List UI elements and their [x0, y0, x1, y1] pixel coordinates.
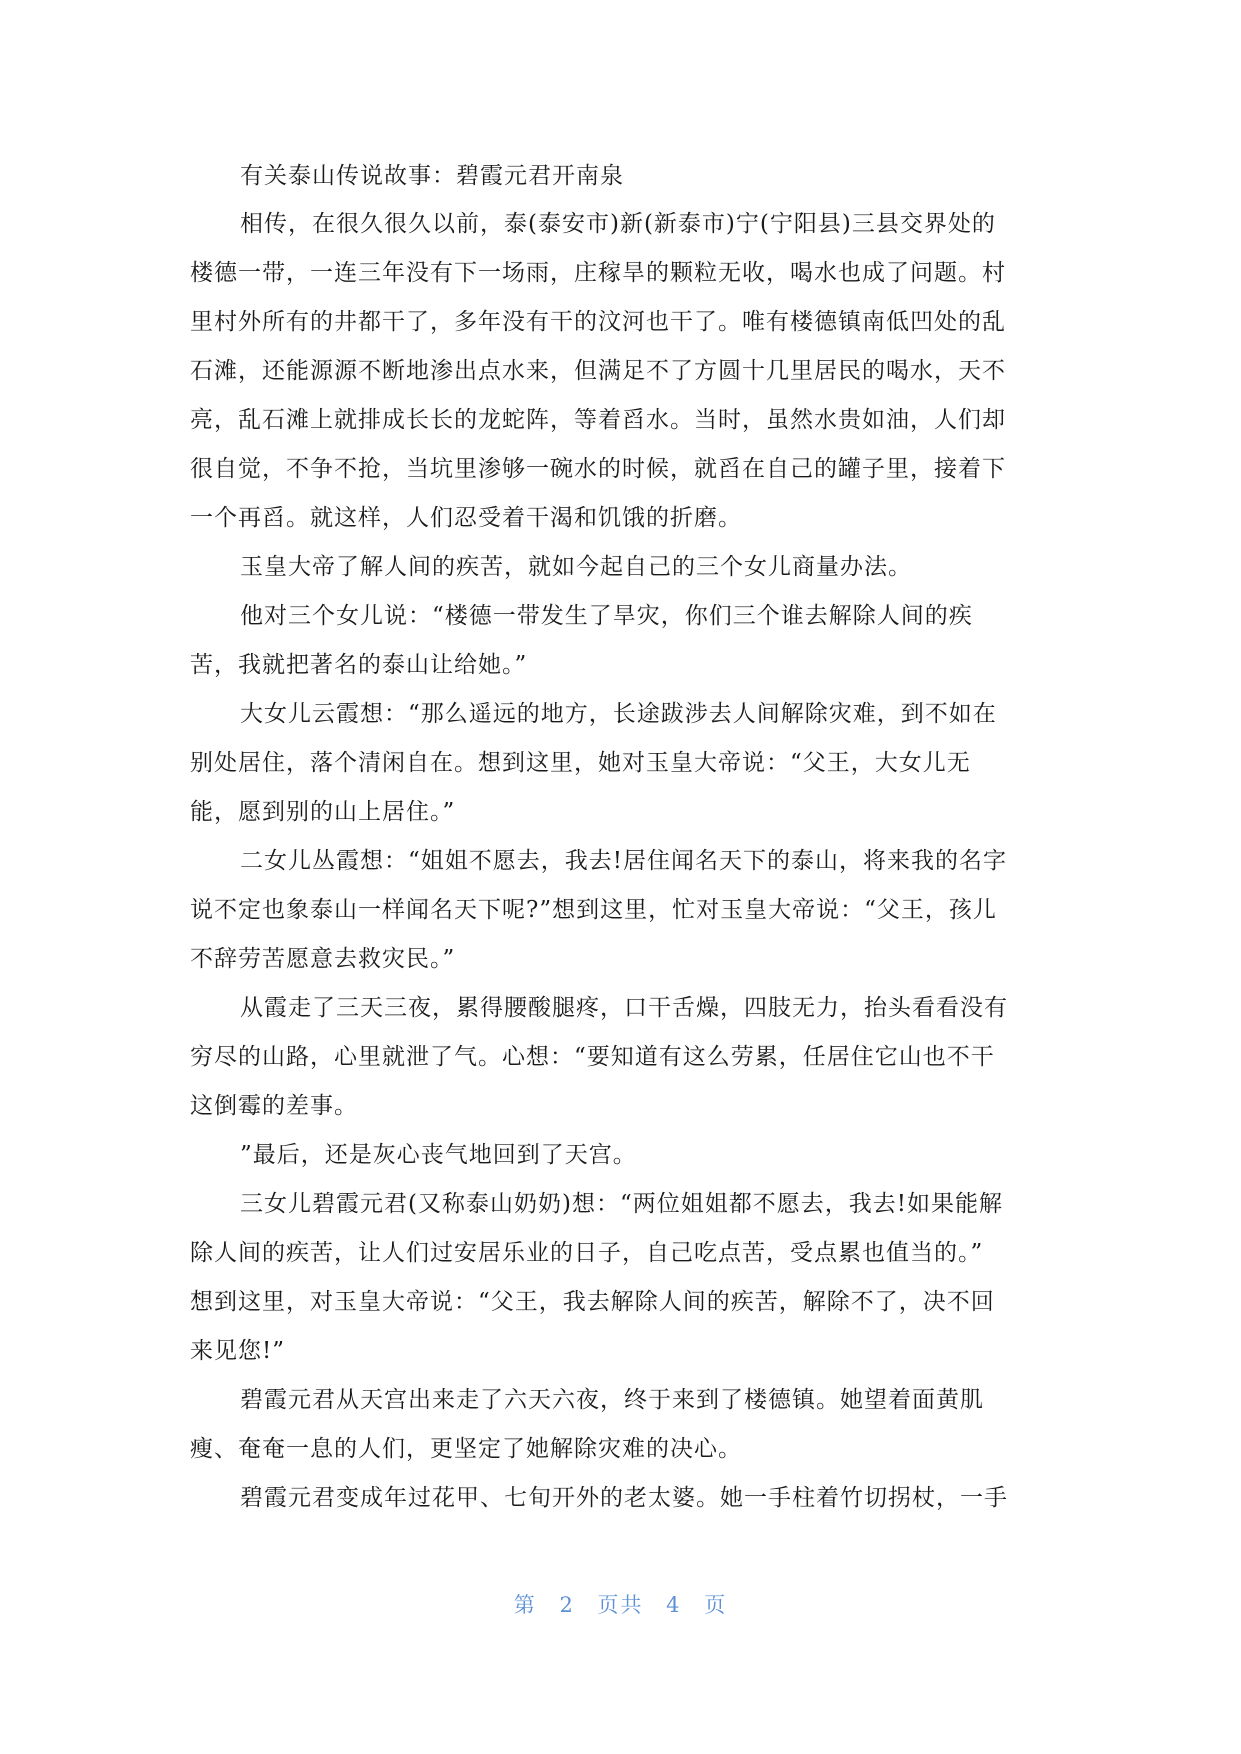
- paragraph: [190, 1474, 1050, 1523]
- text-line: 大女儿云霞想：“那么遥远的地方，长途跋涉去人间解除灾难，到不如在: [240, 701, 997, 727]
- text-line: 相传，在很久很久以前，泰(泰安市)新(新泰市)宁(宁阳县)三县交界处的: [240, 211, 996, 237]
- text-line: 石滩，还能源源不断地渗出点水来，但满足不了方圆十几里居民的喝水，天不: [190, 358, 1006, 384]
- paragraph: [190, 837, 1050, 984]
- text-line: 他对三个女儿说：“楼德一带发生了旱灾，你们三个谁去解除人间的疾: [240, 603, 973, 629]
- text-line: 碧霞元君从天宫出来走了六天六夜，终于来到了楼德镇。她望着面黄肌: [240, 1387, 984, 1413]
- text-line: 除人间的疾苦，让人们过安居乐业的日子，自己吃点苦，受点累也值当的。”: [190, 1240, 984, 1266]
- text-line: 碧霞元君变成年过花甲、七旬开外的老太婆。她一手柱着竹切拐杖，一手: [240, 1485, 1008, 1511]
- paragraph: [190, 543, 1050, 592]
- text-line: ”最后，还是灰心丧气地回到了天宫。: [240, 1142, 637, 1168]
- text-line: 楼德一带，一连三年没有下一场雨，庄稼旱的颗粒无收，喝水也成了问题。村: [190, 260, 1006, 286]
- page-number-footer: 第 2 页共 4 页: [513, 1593, 728, 1617]
- text-line: 别处居住，落个清闲自在。想到这里，她对玉皇大帝说：“父王，大女儿无: [190, 750, 971, 776]
- text-line: 二女儿丛霞想：“姐姐不愿去，我去!居住闻名天下的泰山，将来我的名字: [240, 848, 1008, 874]
- paragraph: [190, 1376, 1050, 1474]
- paragraph: [190, 690, 1050, 837]
- text-line: 来见您!”: [190, 1338, 286, 1364]
- text-line: 亮，乱石滩上就排成长长的龙蛇阵，等着舀水。当时，虽然水贵如油，人们却: [190, 407, 1006, 433]
- text-line: 能，愿到别的山上居住。”: [190, 799, 456, 825]
- document-title: 有关泰山传说故事：碧霞元君开南泉: [240, 163, 624, 189]
- text-line: 瘦、奄奄一息的人们，更坚定了她解除灾难的决心。: [190, 1436, 742, 1462]
- paragraph: [190, 592, 1050, 690]
- document-body: [190, 152, 1050, 1523]
- text-line: 从霞走了三天三夜，累得腰酸腿疼，口干舌燥，四肢无力，抬头看看没有: [240, 995, 1008, 1021]
- text-line: 苦，我就把著名的泰山让给她。”: [190, 652, 528, 678]
- text-line: 里村外所有的井都干了，多年没有干的汶河也干了。唯有楼德镇南低凹处的乱: [190, 309, 1006, 335]
- text-line: 想到这里，对玉皇大帝说：“父王，我去解除人间的疾苦，解除不了，决不回: [190, 1289, 995, 1315]
- text-line: 穷尽的山路，心里就泄了气。心想：“要知道有这么劳累，任居住它山也不干: [190, 1044, 995, 1070]
- text-line: 不辞劳苦愿意去救灾民。”: [190, 946, 456, 972]
- paragraph: [190, 200, 1050, 543]
- text-line: 说不定也象泰山一样闻名天下呢?”想到这里，忙对玉皇大帝说：“父王，孩儿: [190, 897, 997, 923]
- paragraph: [190, 984, 1050, 1131]
- paragraph: [190, 1131, 1050, 1180]
- text-line: 玉皇大帝了解人间的疾苦，就如今起自己的三个女儿商量办法。: [240, 554, 912, 580]
- text-line: 这倒霉的差事。: [190, 1093, 358, 1119]
- paragraph: [190, 1180, 1050, 1376]
- text-line: 很自觉，不争不抢，当坑里渗够一碗水的时候，就舀在自己的罐子里，接着下: [190, 456, 1006, 482]
- text-line: 三女儿碧霞元君(又称泰山奶奶)想：“两位姐姐都不愿去，我去!如果能解: [240, 1191, 1003, 1217]
- text-line: 一个再舀。就这样，人们忍受着干渴和饥饿的折磨。: [190, 505, 742, 531]
